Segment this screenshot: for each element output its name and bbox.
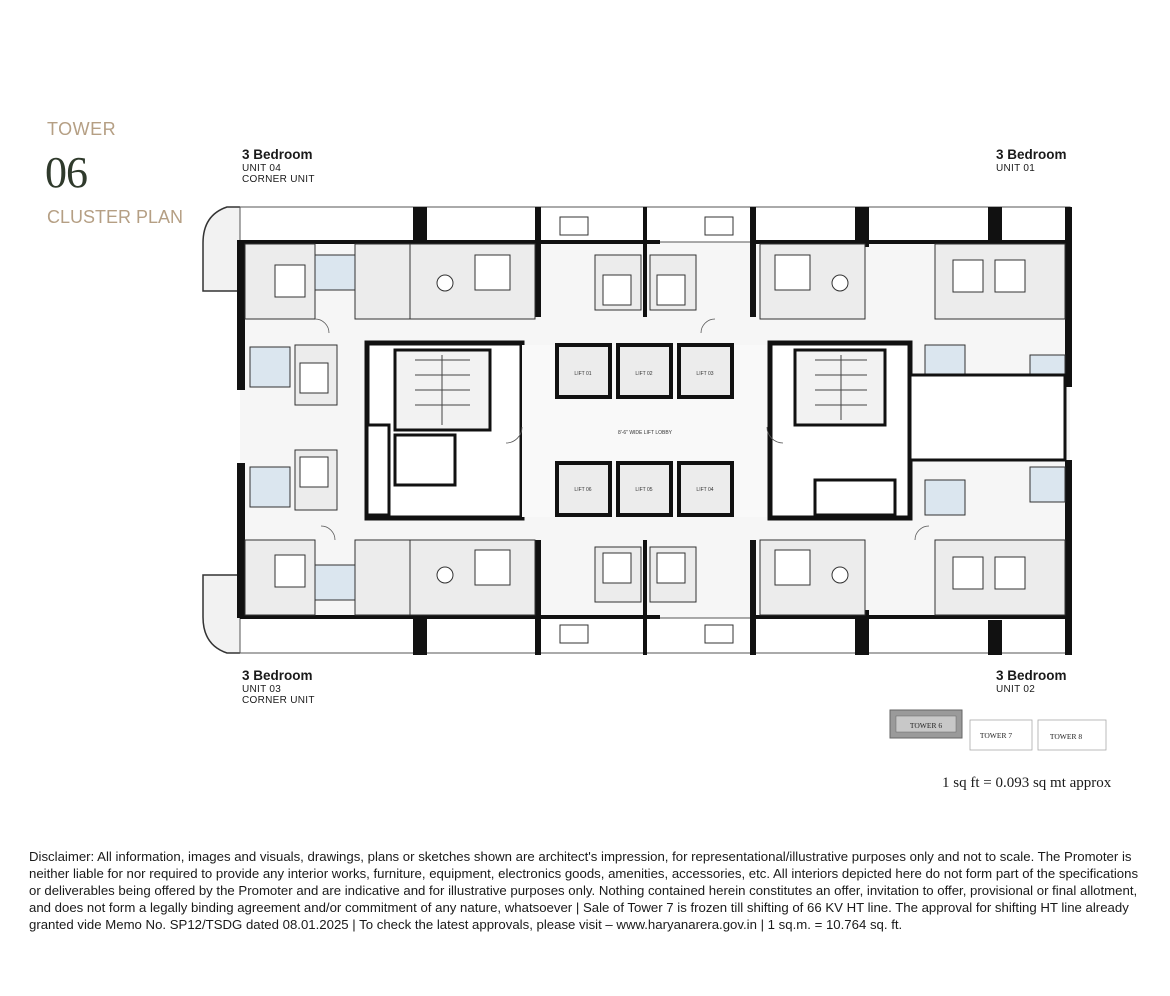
unit-04-label [242,147,315,186]
core-left [367,343,522,518]
bottom-balcony-strip [240,618,1070,653]
balcony-unit-04 [203,207,240,291]
unit-04-type: CORNER UNIT [242,174,315,186]
key-plan-tower-8: TOWER 8 [1049,732,1083,741]
unit-04-bedroom: 3 Bedroom [242,147,313,162]
lift-03 [679,345,732,397]
lift-02 [618,345,671,397]
lift-lobby-label: 8'-6" WIDE LIFT LOBBY [617,430,673,436]
key-plan-tower-7: TOWER 7 [979,731,1013,740]
lift-02-label: LIFT 02 [635,371,653,377]
key-plan-tower-6: TOWER 6 [909,721,943,730]
unit-01-bedroom: 3 Bedroom [996,147,1067,162]
unit-04-number: UNIT 04 [242,162,282,174]
lift-04-label: LIFT 04 [696,487,714,493]
lift-04 [679,463,732,515]
lift-05-label: LIFT 05 [635,487,653,493]
lift-01 [557,345,610,397]
unit-03-type: CORNER UNIT [242,695,315,707]
lift-01-label: LIFT 01 [574,371,592,377]
unit-03-bedroom: 3 Bedroom [242,668,313,683]
tower-heading: TOWER [47,119,117,139]
unit-03-label [242,668,315,707]
top-balcony-strip [240,207,1070,242]
lift-03-label: LIFT 03 [696,371,714,377]
lift-05 [618,463,671,515]
lift-06 [557,463,610,515]
disclaimer-text: Disclaimer: All information, images and visuals, drawings, plans or sketches shown are architect's impression, for representational/illustrative purposes only and not to scale. The Promoter is neither liable for nor required to provide any interior works, furniture, equipment, electronics goods, amenities, accessories, etc. All interiors depicted here do not form part of the specifications or deliverables being offered by the Promoter and are indicative and for illustrative purposes only. Nothing contained herein constitutes an offer, invitation to offer, provisional or final allotment, and does not form a legally binding agreement and/or commitment of any nature, whatsoever | Sale of Tower 7 is frozen till shifting of 66 KV HT line. The approval for shifting HT line already granted vide Memo No. SP12/TSDG dated 08.01.2025 | To check the latest approvals, please visit – www.haryanarera.gov.in | 1 sq.m. = 10.764 sq. ft. [29,849,1139,932]
unit-03-number: UNIT 03 [242,683,282,695]
unit-02-label [996,668,1067,695]
unit-02-number: UNIT 02 [996,683,1036,695]
key-plan [888,706,1110,756]
unit-01-number: UNIT 01 [996,162,1036,174]
unit-02-bedroom: 3 Bedroom [996,668,1067,683]
plan-title: CLUSTER PLAN [47,207,184,227]
unit-01-label [996,147,1067,174]
cluster-floor-plan [195,195,1080,665]
area-conversion-note: 1 sq ft = 0.093 sq mt approx [942,775,1112,791]
balcony-unit-03 [203,575,240,653]
lift-06-label: LIFT 06 [574,487,592,493]
tower-number: 06 [45,148,87,197]
